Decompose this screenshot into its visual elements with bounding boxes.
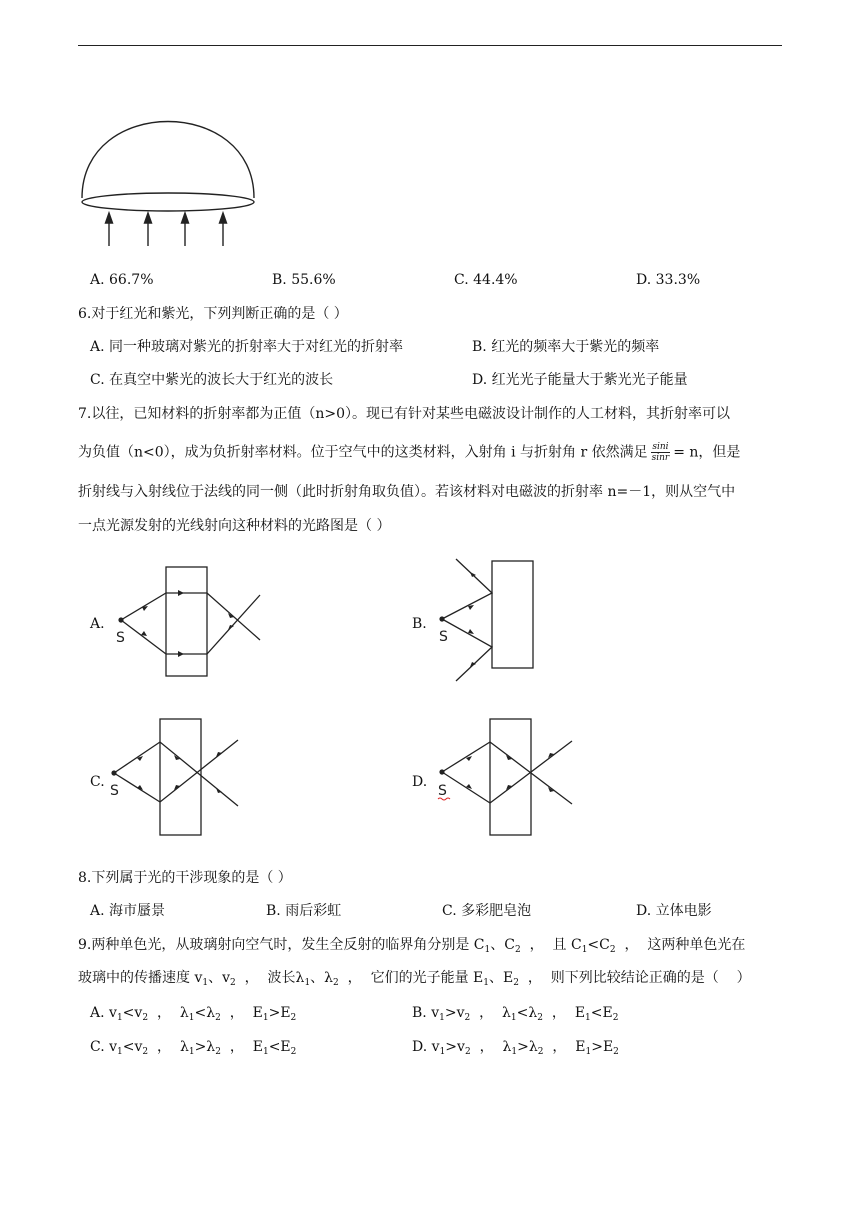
- source-label-c: S: [110, 783, 119, 799]
- q5-option-b[interactable]: B. 55.6%: [272, 272, 336, 288]
- q5-option-c[interactable]: C. 44.4%: [454, 272, 518, 288]
- q9-option-c[interactable]: C. $v_1<v_2$ ， $\lambda_1>\lambda_2$ ， $E_1<E_2$: [90, 1039, 297, 1057]
- q8-stem: 8.下列属于光的干涉现象的是（ ）: [78, 870, 292, 886]
- q6-option-c[interactable]: C. 在真空中紫光的波长大于红光的波长: [90, 372, 334, 388]
- q8-option-b[interactable]: B. 雨后彩虹: [266, 903, 342, 919]
- q9-line-1: 9.两种单色光，从玻璃射向空气时，发生全反射的临界角分别是 $C_1$、$C_2$ ， 且 $C_1<C_2$ ， 这两种单色光在: [78, 937, 746, 955]
- q7-line-4: 一点光源发射的光线射向这种材料的光路图是（ ）: [78, 518, 391, 534]
- q7-option-a[interactable]: A.: [90, 616, 105, 632]
- q7-line-3: 折射线与入射线位于法线的同一侧（此时折射角取负值）。若该材料对电磁波的折射率 n=－1，则从空气中: [78, 484, 736, 500]
- q7-option-c[interactable]: C.: [90, 774, 105, 790]
- q6-option-a[interactable]: A. 同一种玻璃对紫光的折射率大于对红光的折射率: [90, 339, 404, 355]
- ray-diagram-b: [430, 555, 540, 685]
- ray-diagram-d: [432, 715, 592, 840]
- dome-base: [82, 193, 254, 211]
- dome-figure: [76, 86, 261, 251]
- q6-option-b[interactable]: B. 红光的频率大于紫光的频率: [472, 339, 660, 355]
- source-label-b: S: [439, 629, 448, 645]
- q8-option-a[interactable]: A. 海市蜃景: [90, 903, 166, 919]
- q7-option-d[interactable]: D.: [412, 774, 428, 790]
- q5-option-a[interactable]: A. 66.7%: [90, 272, 154, 288]
- q9-option-b[interactable]: B. $v_1>v_2$ ， $\lambda_1<\lambda_2$ ， $E_1<E_2$: [412, 1005, 619, 1023]
- incident-arrows: [106, 213, 227, 246]
- slab: [166, 567, 207, 676]
- q5-option-d[interactable]: D. 33.3%: [636, 272, 701, 288]
- source-label-a: S: [116, 630, 125, 646]
- q8-option-d[interactable]: D. 立体电影: [636, 903, 712, 919]
- dome-arc: [82, 122, 254, 199]
- ray-diagram-a: [110, 560, 270, 685]
- q9-option-a[interactable]: A. $v_1<v_2$ ， $\lambda_1<\lambda_2$ ， $E_1>E_2$: [90, 1005, 297, 1023]
- q6-option-d[interactable]: D. 红光光子能量大于紫光光子能量: [472, 372, 688, 388]
- ray-diagram-c: [110, 715, 270, 840]
- q6-stem: 6.对于红光和紫光，下列判断正确的是（ ）: [78, 306, 348, 322]
- q9-option-d[interactable]: D. $v_1>v_2$ ， $\lambda_1>\lambda_2$ ， $E_1>E_2$: [412, 1039, 619, 1057]
- snell-fraction: $\frac{\sin i}{\sin r}$: [651, 442, 670, 463]
- slab: [492, 561, 533, 668]
- q7-line-2: 为负值（n<0），成为负折射率材料。位于空气中的这类材料，入射角 i 与折射角 r 依然满足 $\frac{\sin i}{\sin r}$ = n，但是: [78, 442, 741, 463]
- header-rule: [78, 45, 782, 46]
- q8-option-c[interactable]: C. 多彩肥皂泡: [442, 903, 532, 919]
- slab: [160, 719, 201, 835]
- source-label-d: S: [438, 783, 447, 799]
- q9-line-2: 玻璃中的传播速度 $v_1$、$v_2$ ， 波长$\lambda_1$、$\lambda_2$ ， 它们的光子能量 $E_1$、$E_2$ ， 则下列比较结论正确的是（ ）: [78, 970, 751, 988]
- q7-line-1: 7.以往，已知材料的折射率都为正值（n>0）。现已有针对某些电磁波设计制作的人工材料，其折射率可以: [78, 406, 731, 422]
- q7-option-b[interactable]: B.: [412, 616, 427, 632]
